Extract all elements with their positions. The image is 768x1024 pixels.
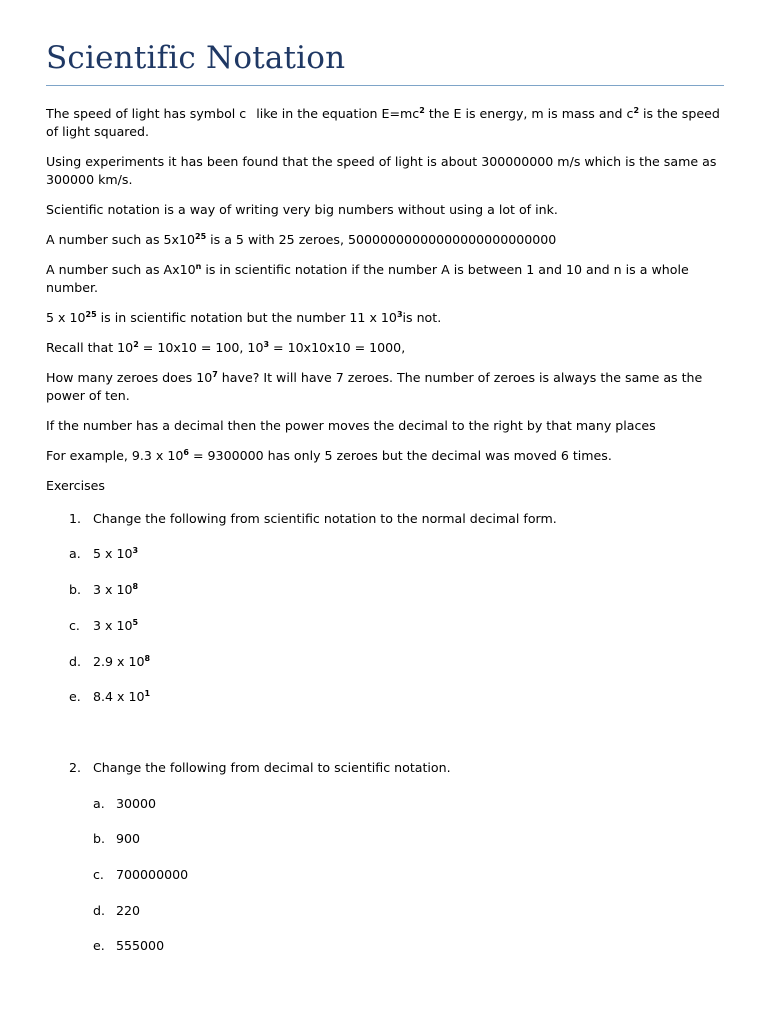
p6-sup-1: 25 [85, 310, 97, 319]
p1-text-b: like in the equation E=mc [256, 106, 420, 121]
p7-sup-1: 2 [133, 340, 139, 349]
q1-item-c-base: 3 x 10 [93, 618, 133, 633]
page-title: Scientific Notation [46, 40, 346, 76]
title-underline [46, 85, 724, 86]
p4-text-b: is a 5 with 25 zeroes, 50000000000000000000000000 [206, 232, 557, 247]
q2-item-d-value: 220 [116, 903, 141, 918]
q2-item-e-value: 555000 [116, 938, 165, 953]
p5-text-a: A number such as Ax10 [46, 262, 196, 277]
p10-text-a: For example, 9.3 x 10 [46, 448, 184, 463]
p7-text-c: = 10x10x10 = 1000, [269, 340, 406, 355]
paragraph-valid-invalid [46, 309, 730, 327]
q1-item-d-label: d. [69, 654, 81, 669]
q1-item-a-exp: 3 [132, 546, 139, 555]
p1-text-c: the E is energy, m is mass and c [424, 106, 634, 121]
p1-sup-1: 2 [419, 106, 425, 115]
q2-item-a-label: a. [93, 796, 105, 811]
p1-sup-2: 2 [633, 106, 640, 115]
p1-text-d: is the speed of light squared. [46, 106, 720, 139]
paragraph-ax10n [46, 261, 730, 297]
q2-number: 2. [69, 760, 82, 775]
paragraph-example-5x10-25 [46, 231, 730, 249]
paragraph-zeroes [46, 369, 730, 405]
p7-text-a: Recall that 10 [46, 340, 134, 355]
q2-item-b-label: b. [93, 831, 105, 846]
q2-item-b-value: 900 [116, 831, 141, 846]
p5-sup: n [195, 262, 202, 271]
q1-item-e-label: e. [69, 689, 81, 704]
q1-item-b-base: 3 x 10 [93, 582, 133, 597]
p8-sup: 7 [212, 370, 218, 379]
paragraph-decimal-rule: If the number has a decimal then the power moves the decimal to the right by that many places [46, 418, 656, 433]
paragraph-experiments: Using experiments it has been found that the speed of light is about 300000000 m/s which is the same as 300000 km/s. [46, 154, 717, 187]
p4-sup: 25 [195, 232, 207, 241]
p7-text-b: = 10x10 = 100, 10 [138, 340, 264, 355]
q1-item-c-exp: 5 [132, 618, 139, 627]
p6-text-b: is in scientific notation but the number 11 x 10 [96, 310, 397, 325]
p6-text-c: is not. [402, 310, 442, 325]
q1-item-a-base: 5 x 10 [93, 546, 133, 561]
q1-item-d-base: 2.9 x 10 [93, 654, 145, 669]
p4-text-a: A number such as 5x10 [46, 232, 195, 247]
q1-item-e-base: 8.4 x 10 [93, 689, 145, 704]
q1-item-a-label: a. [69, 546, 81, 561]
q1-item-c-label: c. [69, 618, 80, 633]
p10-sup: 6 [183, 448, 189, 457]
paragraph-speed-of-light [46, 105, 730, 141]
p1-text-a: The speed of light has symbol c [46, 106, 247, 121]
paragraph-definition: Scientific notation is a way of writing very big numbers without using a lot of ink. [46, 202, 558, 217]
q1-text: Change the following from scientific notation to the normal decimal form. [93, 511, 557, 526]
q2-item-a-value: 30000 [116, 796, 157, 811]
q1-item-e-exp: 1 [144, 689, 151, 698]
q2-item-e-label: e. [93, 938, 105, 953]
q1-number: 1. [69, 511, 82, 526]
p5-text-b: is in scientific notation if the number A is between 1 and 10 and n is a whole number. [46, 262, 689, 295]
q2-item-c-value: 700000000 [116, 867, 189, 882]
paragraph-decimal-example [46, 447, 730, 465]
q1-item-b-label: b. [69, 582, 81, 597]
q1-item-b-exp: 8 [132, 582, 139, 591]
p8-text-b: have? It will have 7 zeroes. The number of zeroes is always the same as the power of ten. [46, 370, 703, 403]
q1-item-d [93, 653, 150, 671]
q1-item-b [93, 581, 138, 599]
q1-item-c [93, 617, 138, 635]
q1-item-a [93, 545, 138, 563]
p7-sup-2: 3 [263, 340, 270, 349]
paragraph-recall [46, 339, 730, 357]
exercises-heading: Exercises [46, 478, 105, 493]
q2-text: Change the following from decimal to scientific notation. [93, 760, 451, 775]
q2-item-d-label: d. [93, 903, 105, 918]
p6-sup-2: 3 [396, 310, 403, 319]
q1-item-d-exp: 8 [144, 654, 151, 663]
p8-text-a: How many zeroes does 10 [46, 370, 213, 385]
p6-text-a: 5 x 10 [46, 310, 86, 325]
q1-item-e [93, 688, 150, 706]
p10-text-b: = 9300000 has only 5 zeroes but the decimal was moved 6 times. [188, 448, 612, 463]
q2-item-c-label: c. [93, 867, 104, 882]
